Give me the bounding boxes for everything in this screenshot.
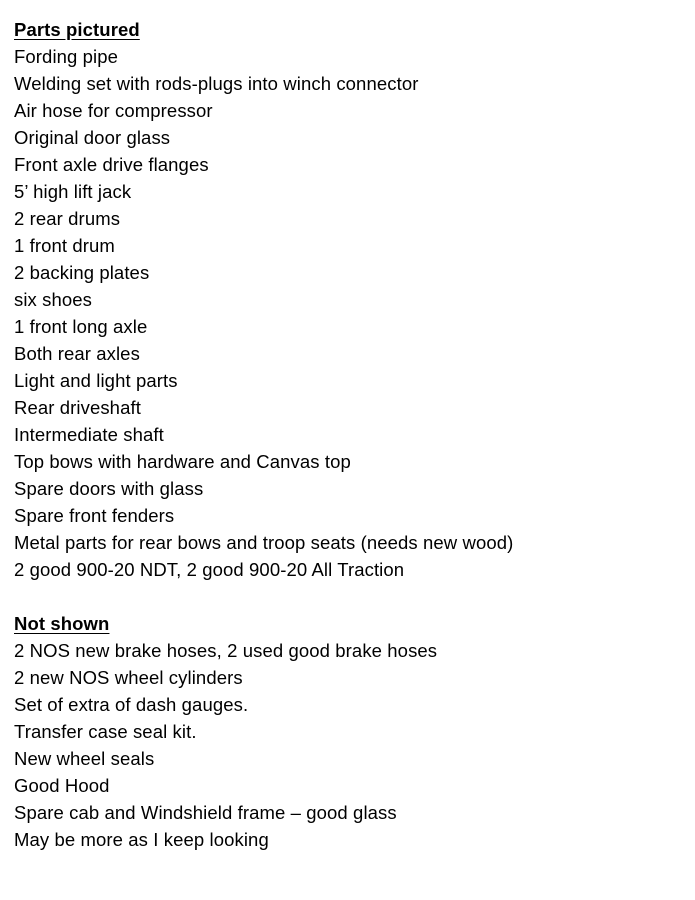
list-item: Front axle drive flanges <box>14 154 209 175</box>
list-item: six shoes <box>14 289 93 310</box>
list-item: 1 front drum <box>14 235 115 256</box>
list-item: Good Hood <box>14 775 110 796</box>
section-spacer <box>14 583 684 610</box>
list-item: Welding set with rods-plugs into winch connector <box>14 73 419 94</box>
list-item: May be more as I keep looking <box>14 829 269 850</box>
list-item: 2 backing plates <box>14 262 150 283</box>
section-heading-not-shown: Not shown <box>14 613 110 634</box>
list-item: Light and light parts <box>14 370 178 391</box>
list-item: Top bows with hardware and Canvas top <box>14 451 351 472</box>
list-item: Original door glass <box>14 127 171 148</box>
section-heading-parts-pictured: Parts pictured <box>14 19 140 40</box>
list-item: Intermediate shaft <box>14 424 164 445</box>
list-item: New wheel seals <box>14 748 155 769</box>
list-item: Spare front fenders <box>14 505 175 526</box>
list-item: Spare cab and Windshield frame – good glass <box>14 802 397 823</box>
list-item: 1 front long axle <box>14 316 148 337</box>
parts-pictured-list <box>14 43 684 583</box>
document-page <box>14 16 684 853</box>
list-item: 5’ high lift jack <box>14 181 132 202</box>
list-item: Transfer case seal kit. <box>14 721 197 742</box>
list-item: 2 good 900-20 NDT, 2 good 900-20 All Traction <box>14 559 405 580</box>
list-item: 2 rear drums <box>14 208 121 229</box>
list-item: Spare doors with glass <box>14 478 204 499</box>
list-item: 2 NOS new brake hoses, 2 used good brake hoses <box>14 640 438 661</box>
list-item: Fording pipe <box>14 46 119 67</box>
list-item: Air hose for compressor <box>14 100 213 121</box>
list-item: Rear driveshaft <box>14 397 141 418</box>
list-item: 2 new NOS wheel cylinders <box>14 667 243 688</box>
list-item: Both rear axles <box>14 343 140 364</box>
not-shown-list <box>14 637 684 853</box>
list-item: Metal parts for rear bows and troop seats (needs new wood) <box>14 532 514 553</box>
parts-pictured-section <box>14 16 684 583</box>
list-item: Set of extra of dash gauges. <box>14 694 249 715</box>
not-shown-section <box>14 610 684 853</box>
